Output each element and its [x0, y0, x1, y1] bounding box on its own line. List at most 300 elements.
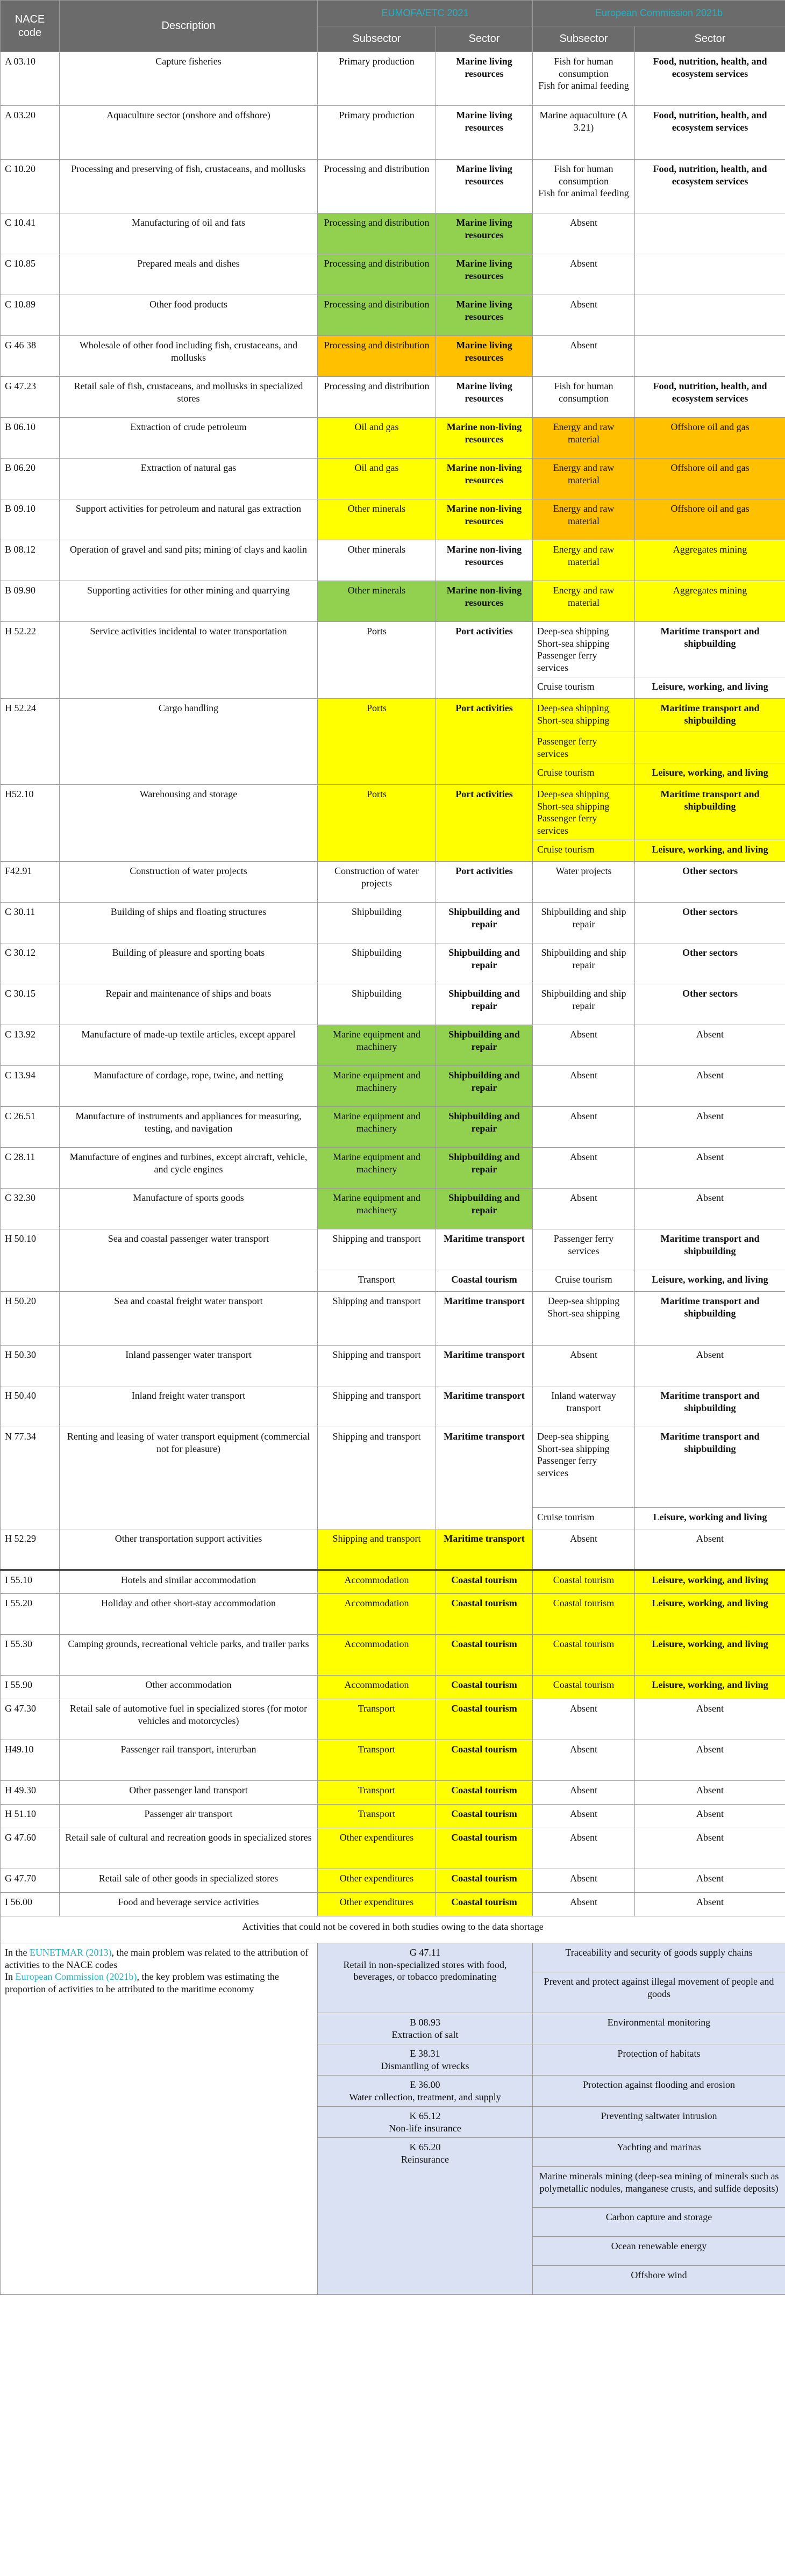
nace-code-cell: I 55.90	[1, 1676, 60, 1699]
description-cell: Other transportation support activities	[60, 1529, 318, 1570]
study2-subsector-cell	[533, 862, 635, 903]
study1-sector-cell: Coastal tourism	[436, 1635, 533, 1676]
study2-sector-cell: Absent	[635, 1781, 785, 1805]
table-row	[1, 1828, 785, 1869]
study1-sector-cell: Marine non-living resources	[436, 540, 533, 581]
uncovered-nace-description: Non-life insurance	[389, 2122, 461, 2134]
cell-line: Absent	[570, 1192, 597, 1203]
description-cell: Manufacture of made-up textile articles, except apparel	[60, 1025, 318, 1066]
study1-subsector-cell: Marine equipment and machinery	[318, 1107, 436, 1148]
study1-sector-cell: Shipbuilding and repair	[436, 1148, 533, 1189]
study1-subsector-cell: Processing and distribution	[318, 213, 436, 254]
description-cell: Inland freight water transport	[60, 1386, 318, 1427]
study1-sector-cell: Marine non-living resources	[436, 581, 533, 622]
study1-subsector-cell: Accommodation	[318, 1635, 436, 1676]
study1-subsector-cell: Shipbuilding	[318, 984, 436, 1025]
study1-sector-cell: Marine living resources	[436, 254, 533, 295]
description-cell: Manufacturing of oil and fats	[60, 213, 318, 254]
cell-line: Fish for animal feeding	[538, 188, 629, 198]
study1-subsector-cell: Oil and gas	[318, 418, 436, 459]
table-row	[1, 377, 785, 418]
study2-subsector-cell	[533, 840, 635, 862]
notes-cell	[1, 1943, 318, 2295]
study2-subsector-cell	[533, 459, 635, 499]
cell-line: Absent	[570, 1832, 597, 1843]
study2-sector-cell: Absent	[635, 1025, 785, 1066]
nace-code-cell: I 55.10	[1, 1570, 60, 1594]
cell-line: Deep-sea shipping	[537, 703, 609, 713]
note-eunetmar	[5, 1947, 313, 1971]
cell-line: Cruise tourism	[555, 1274, 612, 1285]
study2-subsector-cell	[533, 677, 635, 699]
study1-sector-cell: Marine living resources	[436, 106, 533, 160]
description-cell: Service activities incidental to water transportation	[60, 622, 318, 699]
header-study-eumofa[interactable]: EUMOFA/ETC 2021	[318, 1, 533, 26]
study2-sector-cell	[635, 254, 785, 295]
table-row	[1, 52, 785, 106]
nace-code-cell: G 47.60	[1, 1828, 60, 1869]
table-row	[1, 106, 785, 160]
study1-sector-cell: Coastal tourism	[436, 1781, 533, 1805]
study2-subsector-cell	[533, 1427, 635, 1508]
study2-sector-cell: Absent	[635, 1346, 785, 1386]
nace-code-cell: C 13.92	[1, 1025, 60, 1066]
table-row	[1, 1346, 785, 1386]
study2-subsector-cell	[533, 254, 635, 295]
nace-code-cell: H 51.10	[1, 1805, 60, 1828]
study1-subsector-cell: Accommodation	[318, 1676, 436, 1699]
study1-subsector-cell: Processing and distribution	[318, 254, 436, 295]
study1-sector-cell: Marine living resources	[436, 160, 533, 213]
study2-sector-cell: Leisure, working, and living	[635, 1635, 785, 1676]
header-subsector-1: Subsector	[318, 26, 436, 52]
study2-subsector-cell	[533, 732, 635, 763]
study2-subsector-cell	[533, 418, 635, 459]
uncovered-nace-cell	[318, 2076, 533, 2107]
study2-sector-cell: Absent	[635, 1189, 785, 1229]
study1-sector-cell: Maritime transport	[436, 1292, 533, 1346]
nace-code-cell: H 50.10	[1, 1229, 60, 1292]
table-row	[1, 581, 785, 622]
cell-line: Absent	[570, 258, 597, 269]
study2-subsector-cell	[533, 106, 635, 160]
study1-subsector-cell: Ports	[318, 699, 436, 785]
study1-sector-cell: Coastal tourism	[436, 1828, 533, 1869]
uncovered-activity-cell: Protection of habitats	[533, 2044, 785, 2076]
study1-subsector-cell: Other expenditures	[318, 1893, 436, 1916]
cell-line: Coastal tourism	[553, 1679, 615, 1690]
study1-sector-cell: Shipbuilding and repair	[436, 903, 533, 943]
study1-sector-cell: Coastal tourism	[436, 1676, 533, 1699]
study1-subsector-cell: Shipping and transport	[318, 1346, 436, 1386]
study1-sector-cell: Maritime transport	[436, 1529, 533, 1570]
cell-line: Energy and raw material	[553, 462, 615, 485]
header-subsector-2: Subsector	[533, 26, 635, 52]
cell-line: Absent	[570, 1785, 597, 1795]
study2-sector-cell: Leisure, working, and living	[635, 677, 785, 699]
study1-sector-cell: Coastal tourism	[436, 1699, 533, 1740]
study2-subsector-cell	[533, 1229, 635, 1270]
study2-sector-cell	[635, 336, 785, 377]
cell-line: Absent	[570, 1151, 597, 1162]
description-cell: Prepared meals and dishes	[60, 254, 318, 295]
cell-line: Cruise tourism	[537, 844, 595, 855]
note-text: , the key problem was estimating the proportion of activities to be attributed to the maritime economy	[5, 1971, 279, 1994]
study1-subsector-cell: Processing and distribution	[318, 336, 436, 377]
table-row	[1, 540, 785, 581]
note-european-commission	[5, 1971, 313, 1995]
description-cell: Extraction of crude petroleum	[60, 418, 318, 459]
citation-link-european-commission[interactable]: European Commission (2021b)	[15, 1971, 137, 1982]
description-cell: Holiday and other short-stay accommodation	[60, 1594, 318, 1635]
table-row	[1, 160, 785, 213]
cell-line: Shipbuilding and ship repair	[541, 988, 626, 1011]
description-cell: Aquaculture sector (onshore and offshore)	[60, 106, 318, 160]
study1-subsector-cell: Accommodation	[318, 1570, 436, 1594]
uncovered-activity-cell: Traceability and security of goods supply chains	[533, 1943, 785, 1972]
study2-subsector-cell	[533, 1781, 635, 1805]
study2-sector-cell: Leisure, working, and living	[635, 763, 785, 785]
study2-subsector-cell	[533, 52, 635, 106]
study1-sector-cell: Coastal tourism	[436, 1740, 533, 1781]
cell-line: Passenger ferry services	[537, 1455, 597, 1478]
cell-line: Shipbuilding and ship repair	[541, 947, 626, 970]
study1-sector-cell: Maritime transport	[436, 1427, 533, 1529]
study2-subsector-cell	[533, 336, 635, 377]
study1-sector-cell: Coastal tourism	[436, 1270, 533, 1292]
table-body	[1, 52, 785, 2295]
description-cell: Camping grounds, recreational vehicle parks, and trailer parks	[60, 1635, 318, 1676]
study1-subsector-cell: Marine equipment and machinery	[318, 1025, 436, 1066]
study1-sector-cell: Maritime transport	[436, 1386, 533, 1427]
study2-subsector-cell	[533, 1805, 635, 1828]
nace-code-cell: H 52.22	[1, 622, 60, 699]
description-cell: Extraction of natural gas	[60, 459, 318, 499]
study2-subsector-cell	[533, 1292, 635, 1346]
study1-sector-cell: Port activities	[436, 785, 533, 862]
note-text: In	[5, 1971, 16, 1982]
study2-sector-cell: Leisure, working, and living	[635, 1570, 785, 1594]
table-row	[1, 1943, 785, 1972]
description-cell: Other accommodation	[60, 1676, 318, 1699]
cell-line: Absent	[570, 299, 597, 310]
study1-sector-cell: Shipbuilding and repair	[436, 943, 533, 984]
nace-code-cell: A 03.20	[1, 106, 60, 160]
description-cell: Support activities for petroleum and natural gas extraction	[60, 499, 318, 540]
cell-line: Absent	[570, 1808, 597, 1819]
study2-subsector-cell	[533, 1676, 635, 1699]
study1-sector-cell: Marine non-living resources	[436, 418, 533, 459]
description-cell: Food and beverage service activities	[60, 1893, 318, 1916]
uncovered-nace-cell	[318, 2013, 533, 2044]
nace-code-cell: G 47.23	[1, 377, 60, 418]
study2-sector-cell	[635, 213, 785, 254]
nace-code-cell: C 26.51	[1, 1107, 60, 1148]
nace-code-cell: C 10.41	[1, 213, 60, 254]
study2-subsector-cell	[533, 1570, 635, 1594]
study1-subsector-cell: Transport	[318, 1699, 436, 1740]
study1-sector-cell: Marine living resources	[436, 213, 533, 254]
table-row	[1, 418, 785, 459]
nace-code-cell: H52.10	[1, 785, 60, 862]
study1-subsector-cell: Shipping and transport	[318, 1229, 436, 1270]
study1-sector-cell: Marine non-living resources	[436, 459, 533, 499]
cell-line: Marine aquaculture (A 3.21)	[539, 110, 628, 133]
description-cell: Manufacture of engines and turbines, except aircraft, vehicle, and cycle engines	[60, 1148, 318, 1189]
table-row	[1, 1676, 785, 1699]
nace-code-cell: B 08.12	[1, 540, 60, 581]
study2-sector-cell: Maritime transport and shipbuilding	[635, 785, 785, 840]
description-cell: Passenger rail transport, interurban	[60, 1740, 318, 1781]
study2-sector-cell: Food, nutrition, health, and ecosystem services	[635, 52, 785, 106]
uncovered-nace-description: Dismantling of wrecks	[381, 2060, 469, 2071]
description-cell: Wholesale of other food including fish, crustaceans, and mollusks	[60, 336, 318, 377]
table-row	[1, 499, 785, 540]
nace-code-cell: C 10.85	[1, 254, 60, 295]
cell-line: Cruise tourism	[537, 767, 595, 778]
study1-sector-cell: Shipbuilding and repair	[436, 1066, 533, 1107]
study2-subsector-cell	[533, 213, 635, 254]
header-study-european-commission[interactable]: European Commission 2021b	[533, 1, 785, 26]
study2-sector-cell: Leisure, working, and living	[635, 840, 785, 862]
study2-subsector-cell	[533, 295, 635, 336]
uncovered-nace-description: Retail in non-specialized stores with food, beverages, or tobacco predominating	[343, 1959, 507, 1982]
nace-code-cell: H 50.30	[1, 1346, 60, 1386]
study1-subsector-cell: Other expenditures	[318, 1869, 436, 1893]
nace-code-cell: C 30.12	[1, 943, 60, 984]
cell-line: Deep-sea shipping	[537, 626, 609, 636]
cell-line: Fish for human consumption	[554, 381, 613, 404]
table-row	[1, 1529, 785, 1570]
study1-sector-cell: Coastal tourism	[436, 1893, 533, 1916]
study2-subsector-cell	[533, 1025, 635, 1066]
cell-line: Coastal tourism	[553, 1598, 615, 1608]
study1-subsector-cell: Other minerals	[318, 581, 436, 622]
study2-sector-cell: Absent	[635, 1699, 785, 1740]
description-cell: Retail sale of fish, crustaceans, and mollusks in specialized stores	[60, 377, 318, 418]
table-row	[1, 295, 785, 336]
cell-line: Fish for animal feeding	[538, 80, 629, 91]
uncovered-activity-cell: Offshore wind	[533, 2266, 785, 2295]
cell-line: Cruise tourism	[537, 681, 595, 692]
table-row	[1, 1107, 785, 1148]
uncovered-nace-cell	[318, 2044, 533, 2076]
study1-sector-cell: Coastal tourism	[436, 1805, 533, 1828]
study1-sector-cell: Shipbuilding and repair	[436, 984, 533, 1025]
study2-sector-cell	[635, 295, 785, 336]
cell-line: Absent	[570, 1744, 597, 1755]
study2-subsector-cell	[533, 1270, 635, 1292]
description-cell: Renting and leasing of water transport equipment (commercial not for pleasure)	[60, 1427, 318, 1529]
study1-subsector-cell: Marine equipment and machinery	[318, 1066, 436, 1107]
description-cell: Warehousing and storage	[60, 785, 318, 862]
note-text: In the	[5, 1947, 30, 1958]
study2-sector-cell: Other sectors	[635, 943, 785, 984]
study1-sector-cell: Marine living resources	[436, 52, 533, 106]
nace-code-cell: G 47.70	[1, 1869, 60, 1893]
nace-code-cell: C 30.15	[1, 984, 60, 1025]
study2-subsector-cell	[533, 622, 635, 677]
study1-subsector-cell: Shipbuilding	[318, 903, 436, 943]
study2-subsector-cell	[533, 1740, 635, 1781]
study2-subsector-cell	[533, 1635, 635, 1676]
citation-link-eunetmar[interactable]: EUNETMAR (2013)	[29, 1947, 112, 1958]
coverage-note: Activities that could not be covered in both studies owing to the data shortage	[1, 1916, 785, 1943]
uncovered-nace-code: K 65.12	[409, 2110, 441, 2121]
nace-code-cell: B 06.10	[1, 418, 60, 459]
study1-sector-cell: Marine living resources	[436, 295, 533, 336]
table-row	[1, 1292, 785, 1346]
study2-subsector-cell	[533, 1346, 635, 1386]
study2-subsector-cell	[533, 1529, 635, 1570]
cell-line: Inland waterway transport	[551, 1390, 616, 1413]
cell-line: Absent	[570, 217, 597, 228]
uncovered-activity-cell: Marine minerals mining (deep-sea mining of minerals such as polymetallic nodules, manganese crusts, and sulfide deposits)	[533, 2167, 785, 2208]
cell-line: Passenger ferry services	[537, 736, 597, 759]
nace-code-cell: H49.10	[1, 1740, 60, 1781]
study1-subsector-cell: Transport	[318, 1740, 436, 1781]
study2-subsector-cell	[533, 763, 635, 785]
study2-sector-cell: Other sectors	[635, 903, 785, 943]
study1-subsector-cell: Transport	[318, 1270, 436, 1292]
study2-sector-cell: Leisure, working, and living	[635, 1594, 785, 1635]
study2-subsector-cell	[533, 1107, 635, 1148]
table-row	[1, 1869, 785, 1893]
study1-subsector-cell: Ports	[318, 785, 436, 862]
study2-sector-cell: Food, nutrition, health, and ecosystem services	[635, 160, 785, 213]
table-row	[1, 213, 785, 254]
cell-line: Energy and raw material	[553, 585, 615, 608]
nace-code-cell: B 09.90	[1, 581, 60, 622]
table-row	[1, 1594, 785, 1635]
cell-line: Fish for human consumption	[554, 163, 613, 187]
study2-sector-cell: Leisure, working, and living	[635, 1270, 785, 1292]
study1-subsector-cell: Primary production	[318, 52, 436, 106]
study1-subsector-cell: Shipping and transport	[318, 1292, 436, 1346]
study1-sector-cell: Shipbuilding and repair	[436, 1107, 533, 1148]
study2-subsector-cell	[533, 699, 635, 732]
nace-code-cell: C 32.30	[1, 1189, 60, 1229]
table-row	[1, 862, 785, 903]
table-row	[1, 699, 785, 732]
study1-subsector-cell: Other minerals	[318, 540, 436, 581]
study1-subsector-cell: Other expenditures	[318, 1828, 436, 1869]
nace-code-cell: G 47.30	[1, 1699, 60, 1740]
study1-subsector-cell: Shipping and transport	[318, 1427, 436, 1529]
description-cell: Passenger air transport	[60, 1805, 318, 1828]
description-cell: Processing and preserving of fish, crustaceans, and mollusks	[60, 160, 318, 213]
nace-code-cell: C 10.89	[1, 295, 60, 336]
cell-line: Deep-sea shipping	[547, 1296, 620, 1306]
study2-subsector-cell	[533, 1386, 635, 1427]
study2-subsector-cell	[533, 984, 635, 1025]
uncovered-nace-code: E 38.31	[410, 2048, 440, 2059]
description-cell: Retail sale of cultural and recreation goods in specialized stores	[60, 1828, 318, 1869]
cell-line: Absent	[570, 1897, 597, 1907]
uncovered-activity-cell: Environmental monitoring	[533, 2013, 785, 2044]
uncovered-nace-description: Extraction of salt	[391, 2029, 459, 2040]
study2-sector-cell: Offshore oil and gas	[635, 499, 785, 540]
uncovered-nace-description: Water collection, treatment, and supply	[349, 2091, 501, 2102]
description-cell: Retail sale of automotive fuel in specialized stores (for motor vehicles and motorcycles)	[60, 1699, 318, 1740]
cell-line: Absent	[570, 1029, 597, 1040]
study2-sector-cell: Absent	[635, 1805, 785, 1828]
cell-line: Passenger ferry services	[537, 813, 597, 836]
study1-subsector-cell: Oil and gas	[318, 459, 436, 499]
uncovered-activity-cell: Carbon capture and storage	[533, 2208, 785, 2237]
table-row	[1, 1893, 785, 1916]
table-row	[1, 622, 785, 677]
study1-sector-cell: Port activities	[436, 862, 533, 903]
study1-subsector-cell: Primary production	[318, 106, 436, 160]
table-row	[1, 1066, 785, 1107]
description-cell: Supporting activities for other mining and quarrying	[60, 581, 318, 622]
study2-sector-cell: Absent	[635, 1529, 785, 1570]
study1-sector-cell: Port activities	[436, 699, 533, 785]
table-row	[1, 336, 785, 377]
study2-sector-cell: Maritime transport and shipbuilding	[635, 1292, 785, 1346]
nace-code-cell: C 10.20	[1, 160, 60, 213]
study2-sector-cell	[635, 732, 785, 763]
study2-sector-cell: Other sectors	[635, 984, 785, 1025]
study2-subsector-cell	[533, 1066, 635, 1107]
study2-sector-cell: Offshore oil and gas	[635, 418, 785, 459]
study1-subsector-cell: Transport	[318, 1781, 436, 1805]
study2-sector-cell: Maritime transport and shipbuilding	[635, 1229, 785, 1270]
study2-subsector-cell	[533, 1148, 635, 1189]
cell-line: Absent	[570, 1873, 597, 1884]
table-row	[1, 1229, 785, 1270]
study1-sector-cell: Marine living resources	[436, 336, 533, 377]
study1-subsector-cell: Processing and distribution	[318, 295, 436, 336]
study2-subsector-cell	[533, 1828, 635, 1869]
nace-code-cell: B 06.20	[1, 459, 60, 499]
study2-subsector-cell	[533, 1508, 635, 1529]
description-cell: Operation of gravel and sand pits; mining of clays and kaolin	[60, 540, 318, 581]
study1-sector-cell: Marine living resources	[436, 377, 533, 418]
uncovered-nace-cell	[318, 1943, 533, 2013]
description-cell: Sea and coastal passenger water transport	[60, 1229, 318, 1292]
nace-code-cell: H 52.29	[1, 1529, 60, 1570]
cell-line: Absent	[570, 1533, 597, 1544]
study2-sector-cell: Offshore oil and gas	[635, 459, 785, 499]
description-cell: Building of pleasure and sporting boats	[60, 943, 318, 984]
uncovered-activity-cell: Protection against flooding and erosion	[533, 2076, 785, 2107]
study2-subsector-cell	[533, 1869, 635, 1893]
cell-line: Absent	[570, 1349, 597, 1360]
description-cell: Manufacture of instruments and appliances for measuring, testing, and navigation	[60, 1107, 318, 1148]
study1-sector-cell: Coastal tourism	[436, 1869, 533, 1893]
cell-line: Energy and raw material	[553, 544, 615, 567]
note-text: , the main problem was related to the attribution of activities to the NACE codes	[5, 1947, 309, 1970]
uncovered-activity-cell: Prevent and protect against illegal movement of people and goods	[533, 1972, 785, 2013]
nace-code-cell: C 13.94	[1, 1066, 60, 1107]
description-cell: Manufacture of sports goods	[60, 1189, 318, 1229]
uncovered-nace-code: K 65.20	[409, 2142, 441, 2152]
uncovered-nace-code: B 08.93	[409, 2017, 440, 2028]
study1-subsector-cell: Ports	[318, 622, 436, 699]
uncovered-activity-cell: Ocean renewable energy	[533, 2237, 785, 2266]
nace-code-cell: C 28.11	[1, 1148, 60, 1189]
study1-subsector-cell: Accommodation	[318, 1594, 436, 1635]
nace-code-cell: H 52.24	[1, 699, 60, 785]
study2-sector-cell: Absent	[635, 1066, 785, 1107]
uncovered-nace-cell	[318, 2138, 533, 2295]
study2-sector-cell: Maritime transport and shipbuilding	[635, 699, 785, 732]
cell-line: Passenger ferry services	[553, 1233, 614, 1256]
study1-sector-cell: Maritime transport	[436, 1346, 533, 1386]
study2-sector-cell: Absent	[635, 1869, 785, 1893]
